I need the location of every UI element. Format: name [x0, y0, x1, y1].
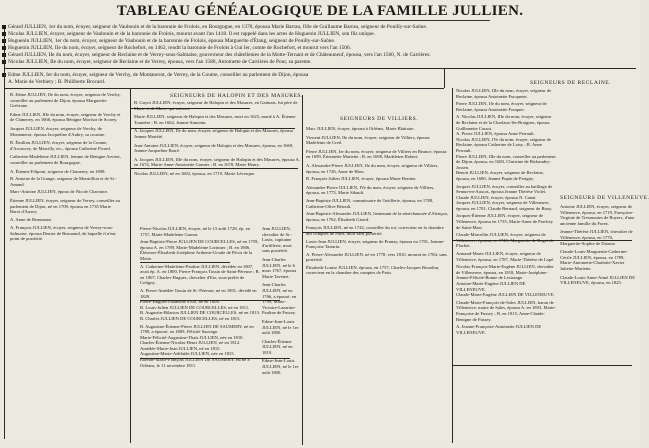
courcelles-entry: A. Pierre-Amédée Tassin de St.-Péreuse, né en 1801, décédé en 1829.: [140, 287, 257, 299]
left-entry: B. Edme JULLIEN, IIe du nom, écuyer, seigneur de Verchy, conseiller au parlement de Dijon, épousa Marguerite Grévinne.: [10, 92, 121, 109]
villiers-entry: Jean-Baptiste-Alexandre JULLIEN, lieutenant de la sénéchaussée d'Alençon, épousa, en 1762, Élisabeth Girard.: [306, 211, 448, 222]
villiers-line: [302, 95, 303, 445]
left-entry: A. François JULLIEN, écuyer, seigneur de Verrey-sous-Salmaise, épousa Denise de Beaurand, de laquelle il n'eut point de postérité.: [10, 225, 116, 242]
courcelles-entry: Augustine-Marie-Adélaïde JULLIEN, née en 1815.: [140, 351, 235, 357]
reclaine-entry: Claude-Marie-Eugène JULLIEN DE VILLENEUVE.: [456, 292, 555, 298]
courcelles-entry: Charles-Étienne-Nicolas-Henri JULLIEN, né en 1812.: [140, 340, 241, 346]
left-branch-column: [10, 92, 122, 442]
courcelles-entry: Jean-Baptiste-Pierre JULLIEN DE COURCELLES, né en 1759, épousa A. en 1789, Marie-Madeleine Lorimier ; B. en 1806, Éléonore-Élisabeth-Joséphine Arthenis-Ursule de Pécot de la Motte.: [140, 239, 259, 261]
left-entry: Étienne JULLIEN, écuyer, seigneur de Verrey, conseiller au parlement de Dijon, né en 1709, épousa en 1735 Marie Barot d'Auxey.: [10, 197, 120, 215]
halopin-entry: Jean-Antoine JULLIEN, écuyer, seigneur de Halopin et des Masures, épousa, en 1669, Jeanne-Jacqueline Barré.: [134, 142, 294, 154]
branch-connector: [444, 68, 445, 88]
left-entry: Jacques JULLIEN, écuyer, seigneur de Verchy, de Montanerot, épousa Jacqueline d'Aubry, sa cousine.: [10, 125, 106, 137]
halopin-entry: B. Guyot JULLIEN, écuyer, seigneur de Halopin et des Masures, en Gatinais, fut père de Marie et de Mace, qui suivent.: [134, 100, 298, 111]
left-entry: Marc-Antoine JULLIEN, époux de Nicole Chavance.: [10, 189, 109, 195]
small-entry: Charles-Étienne JULLIEN, né en 1810.: [262, 338, 293, 355]
villeneuve-entry: Claude-Louis-Anne-Aimé JULLIEN DE VILLENEUVE, épousa, en 1825.: [560, 274, 636, 286]
header-villeneuve: SEIGNEURS DE VILLENEUVE.: [560, 195, 649, 201]
small-entry: Jean JULLIEN, chevalier de St.-Louis, capitaine d'artillerie, mort sans postérité.: [262, 226, 292, 254]
header-reclaine: SEIGNEURS DE RECLAINE.: [530, 80, 612, 86]
reclaine-entry: Nicolas JULLIEN, IVe du nom, écuyer, seigneur de Reclaine, épousa Catherine de Loisy ; B. Anne Perrault.: [456, 136, 551, 153]
courcelles-entry: Amédée-Marie-Jean JULLIEN, né en 1815.: [140, 345, 221, 351]
reclaine-entry: A. Pierre JULLIEN, épousa Anne Perrault.: [456, 131, 535, 137]
small-entry: Edme-Jean-Louis JULLIEN, né le 1er août 1800.: [262, 318, 299, 336]
ancestor-row-1: Gérard JULLIEN, 1er du nom, écuyer, seigneur de Vaubouin et de la baronnie de Frolois, en Bourgogne, en 1370, épousa Marie Barrau, fille de Guillaume Barrau, seigneur de Pouilly-sur-Saône.: [8, 24, 428, 30]
halopin-entry: A. Jacques JULLIEN, IIIe du nom, écuyer, seigneur de Halopin et des Masures, épousa A. en 1674, Marie-Anne-Antoinette Garnier ; B. en 1678, Marie Henry.: [134, 156, 300, 168]
reclaine-entry: Nicolas JULLIEN, IIIe du nom, écuyer, seigneur de Reclaine, épousa Antoinette Fucquetet.: [456, 88, 552, 99]
reclaine-entry: Claude JULLIEN, écuyer, épousa N. Canat.: [456, 194, 537, 200]
left-entry: B. Antoine de la Grange, seigneur de Montrillon et de St.-Amand.: [10, 176, 117, 187]
courcelles-entry: Étienne-Marie-François JULLIEN DE SAUMERY, est né à Orléans, le 11 novembre 1811.: [140, 357, 250, 368]
reclaine-entry: Jacques JULLIEN, écuyer, conseiller au bailliage de Semur-en-Auxois, épousa Jeanne Thérèse Violet.: [456, 183, 553, 195]
reclaine-entry: Pierre JULLIEN, IIe du nom, écuyer, seigneur de Reclaine, épousa Antoinette Fouquet.: [456, 101, 547, 112]
villiers-entry: Pierre JULLIEN, Ier du nom, écuyer, seigneur de Villiers en Beauce, épousa en 1699, Étiennette Mariette ; B. en 1698, Madeleine Robert.: [306, 148, 447, 160]
branch-rule: [4, 88, 444, 89]
reclaine-entry: Nicolas-François-Marie-Eugène JULLIEN, chevalier de Villeneuve, épousa, en 1818, Marie-Joséphine-Jeanne-Félicité-Bonne de Lestrange.: [456, 264, 554, 281]
ancestor-row-2: Nicolas JULLIEN, écuyer, seigneur de Vaubouin et de la baronnie de Frolois, mourut avant l'an 1418. Il est rappelé dans les actes de Huguenin JULLIEN, son fils unique.: [8, 31, 375, 37]
halopin-entry: Nicolas JULLIEN, né en 1682, épousa, en 1719, Marie Lévesque.: [134, 170, 256, 176]
villiers-entry: A. Alexandre-Pierre JULLIEN, IIe du nom, écuyer, seigneur de Villiers, épousa, en 1726, Anne de Hiou.: [306, 162, 439, 174]
courcelles-entry: B. Charles JULLIEN DE COURCELLES, né en 1815.: [140, 315, 241, 321]
small-entry: Jean-Charles JULLIEN, né en 1766, a épousé, en 1799, Marie-Victoire-Lazarine-Pauline de Fussey.: [262, 282, 297, 316]
villeneuve-column: [560, 204, 636, 374]
reclaine-entry: Jacques-Étienne JULLIEN, écuyer, seigneur de Villeneuve, épousa en 1735, Marie-Anne de Parchey de Saint-Marc.: [456, 213, 553, 230]
villiers-entry: Louis-Jean JULLIEN, écuyer, seigneur de Prunay, épousa en 1781, Jeanne-Françoise Tartarin.: [306, 238, 445, 250]
small-entry: Jean-Charles JULLIEN, né le 6 mars 1767, épousa Marie Tavenet.: [262, 256, 297, 279]
small-entry: Edme-Jean-Louis JULLIEN, né le 1er août 1800.: [262, 358, 299, 375]
ancestor-row-5: Gérard JULLIEN, IIe du nom, écuyer, seigneur de Reclaine et de Verrey-sous-Salmaise, gouverneur des châtellenies de la Motte-Ternant et de Châteauneuf, épousa, vers l'an 1560, N. de Carrières.: [8, 52, 431, 58]
courcelles-entry: B. Augustine-Étienne-Pierre JULLIEN DE SAUMERY, né en 1789, a épousé, en 1809, Félicité Sauvage.: [140, 323, 254, 335]
reclaine-entry: Armand-Marie JULLIEN, écuyer, seigneur de Villeneuve, épousa, en 1787, Marie-Thérèse de Lapé.: [456, 251, 555, 262]
villiers-entry: Jean-Baptiste JULLIEN, commissaire de l'artillerie, épousa, en 1788, Catherine-Olive Bétoult.: [306, 197, 434, 209]
villiers-entry: François JULLIEN, né en 1742, conseiller du roi, correcteur en la chambre des comptes de Paris, mort sans postérité.: [306, 225, 444, 236]
villiers-entry: Alexandre-Pierre JULLIEN, IVe du nom, écuyer, seigneur de Villiers, épousa, en 1773, Marie Sibault.: [306, 184, 435, 196]
branch-rule: [4, 68, 636, 69]
courcelles-entry: Pierre-Nicolas JULLIEN, écuyer, né le 15 août 1728, ép. en 1757, Marie-Madeleine Garnot.: [140, 226, 250, 237]
courcelles-column: [140, 226, 260, 448]
reclaine-entry: Claude-Marcellin JULLIEN, écuyer, seigneur de Villeneuve, épousa, en 1749, Marguerite de Boget de Flachet.: [456, 232, 554, 249]
ancestor-row-6: Nicolas JULLIEN, IIe du nom, écuyer, seigneur de Reclaine et de Verrey, épousa, vers l'an 1580, Antoinette de Carrières de Pour, sa parente.: [8, 59, 312, 65]
villiers-entry: Élisabeth-Louise JULLIEN, épousa, en 1757, Charles-Jacques Bourdon, correcteur en la chambre des comptes de Paris.: [306, 264, 440, 276]
reclaine-entry: Benoit JULLIEN, écuyer, seigneur de Reclaine, épousa, en 1680, Jeanne Pupin de Perigny.: [456, 170, 544, 181]
reclaine-entry: Claude-Marie-François-de-Sales JULLIEN, baron de Villeneuve, maire de Sales, épousa A. en 1803, Marie-Françoise de Fussey ; B. en 1815, Anne-Claude-Benigne de Fussey.: [456, 299, 556, 322]
reclaine-entry: Jacques JULLIEN, écuyer, seigneur de Villeneuve, épousa, en 1701, Claude Bernard, seigneur de Buxy.: [456, 200, 553, 211]
courcelles-entry: Pierre-Hugues-Palamède d'Etz, né en 1806.: [140, 299, 220, 305]
left-entry: Catherine-Madeleine JULLIEN, femme de Bénigne Arviset, conseiller au parlement de Bourgogne.: [10, 154, 121, 165]
villiers-entry: Marc JULLIEN, écuyer, épousa à Orléans, Marie Blattaire.: [306, 126, 415, 131]
villeneuve-entry: Claude-Louis-Marguerite-Catherine-Cécile JULLIEN, épousa, en 1789, Marie-Antoinette-Charlotte-Xavier Juliette-Mariette.: [560, 249, 628, 271]
left-entry: Edme JULLIEN, IIIe du nom, écuyer, seigneur de Verchy et de Clamerey, en 1666, épousa Bénigne Morisot de Scorey.: [10, 111, 121, 123]
reclaine-line: [452, 88, 453, 443]
courcelles-entry: B. Louis-Julien JULLIEN DE COURCELLES, né en 1811.: [140, 304, 250, 310]
header-halopin: SEIGNEURS DE HALOPIN ET DES MASURES.: [170, 93, 303, 99]
ancestor-row-3: Huguenin JULLIEN, 1er du nom, écuyer, seigneur de Vaubouin et de la baronnie de Frolois, épousa Marguerite d'Étang, seigneur de Pouilly-sur-Saône.: [8, 38, 336, 44]
halopin-line: [130, 88, 131, 443]
villiers-entry: B. François-Julien JULLIEN, écuyer, épousa Marie Bernier.: [306, 176, 417, 182]
villiers-column: [306, 126, 448, 444]
halopin-entry: Marie JULLIEN, seigneur de Halopin et des Masures, mort en 1625, marié à A. Étienne Tounière ; B. en 1662, Jeanne Simonin.: [134, 114, 296, 125]
left-entry: B. Émilion JULLIEN, écuyer, seigneur de la Coume, d'Arconcey, de Marcilly, etc., épousa Catherine Picard.: [10, 140, 111, 151]
left-entry: A. Étienne Filipont, seigneur de Clamerey, en 1698.: [10, 168, 106, 174]
ancestor-row-8: A. Marie de Verbiery ; B. Philiberte Brocard.: [8, 79, 106, 85]
ancestor-row-4: Huguenin JULLIEN, IIe du nom, écuyer, seigneur de Rochefort, en 1462, rendit la baronnie de Frolois à Gui Ier, comte de Rochefort, et mourut vers l'an 1506.: [8, 45, 352, 51]
left-entry: A. Anne de Beaumont.: [10, 216, 52, 222]
halopin-entry: A. Jacques JULLIEN, IIe du nom, écuyer, seigneur de Halopin et des Masures, épousa Jeanne Mariété.: [134, 128, 294, 139]
halopin-column: [134, 100, 302, 222]
reclaine-entry: A. Jeanne-Françoise-Antoinette JULLIEN DE VILLENEUVE.: [456, 324, 542, 335]
reclaine-entry: Pierre JULLIEN, IIIe du nom, conseiller au parlement de Dijon, épousa, en 1683, Christine de Bichaudey-Jossen.: [456, 153, 556, 170]
document-title: TABLEAU GÉNÉALOGIQUE DE LA FAMILLE JULLIEN.: [116, 3, 524, 19]
courcelles-entry: A. Catherine-Madeleine-Pauline JULLIEN, décédée en 1807, avait ép. A. en 1800, Pierre-François Tassin de Saint-Péreuse ; B. en 1807, Charles-Hugues, chevalier d'Etz, sous-préfet de Coligny.: [140, 263, 260, 286]
courcelles-entry: Marie-Félicité-Augustine-Thaïs JULLIEN, née en 1810.: [140, 334, 244, 340]
header-villiers: SEIGNEURS DE VILLIERS.: [340, 116, 419, 122]
courcelles-entry: B. Augustin-Hilarion JULLIEN DE COURCELLES, né en 1813.: [140, 310, 260, 316]
villiers-entry: A. Pierre-Alexandre JULLIEN, né en 1778, vers 1810, mourut en 1784, sans postérité.: [306, 251, 448, 263]
reclaine-column: [456, 88, 556, 444]
title-rule: [150, 20, 490, 21]
villiers-entry: Vincent JULLIEN, IIe du nom, écuyer, seigneur de Villiers, épousa Madeleine de Creil.: [306, 134, 430, 146]
reclaine-entry: A. Nicolas JULLIEN, IIIe du nom, écuyer, seigneur de Reclaine et de la Charlaux-lès-Braignes, épousa Guillemette Cassot.: [456, 114, 552, 131]
ancestor-row-7: Edme JULLIEN, Ier du nom, écuyer, seigneur de Verchy, de Montanerot, de Verrey, de la Coume, conseiller au parlement de Dijon, épousa: [8, 72, 309, 78]
reclaine-entry: Antoine-Marie-Eugène JULLIEN DE VILLENEUVE.: [456, 281, 526, 292]
small-middle-column: [262, 226, 300, 442]
villeneuve-entry: Antoine JULLIEN, écuyer, seigneur de Villeneuve, épousa, en 1719, Françoise-Virginie de Tresmontes de Boyers, d'une ancienne famille du Forez.: [560, 204, 635, 226]
trunk-line: [4, 29, 5, 439]
villeneuve-entry: Jeanne-Thérèse JULLIEN, chevalier de Villeneuve, épousa, en 1770, Marguerite-Sophie de Dionne.: [560, 229, 633, 246]
